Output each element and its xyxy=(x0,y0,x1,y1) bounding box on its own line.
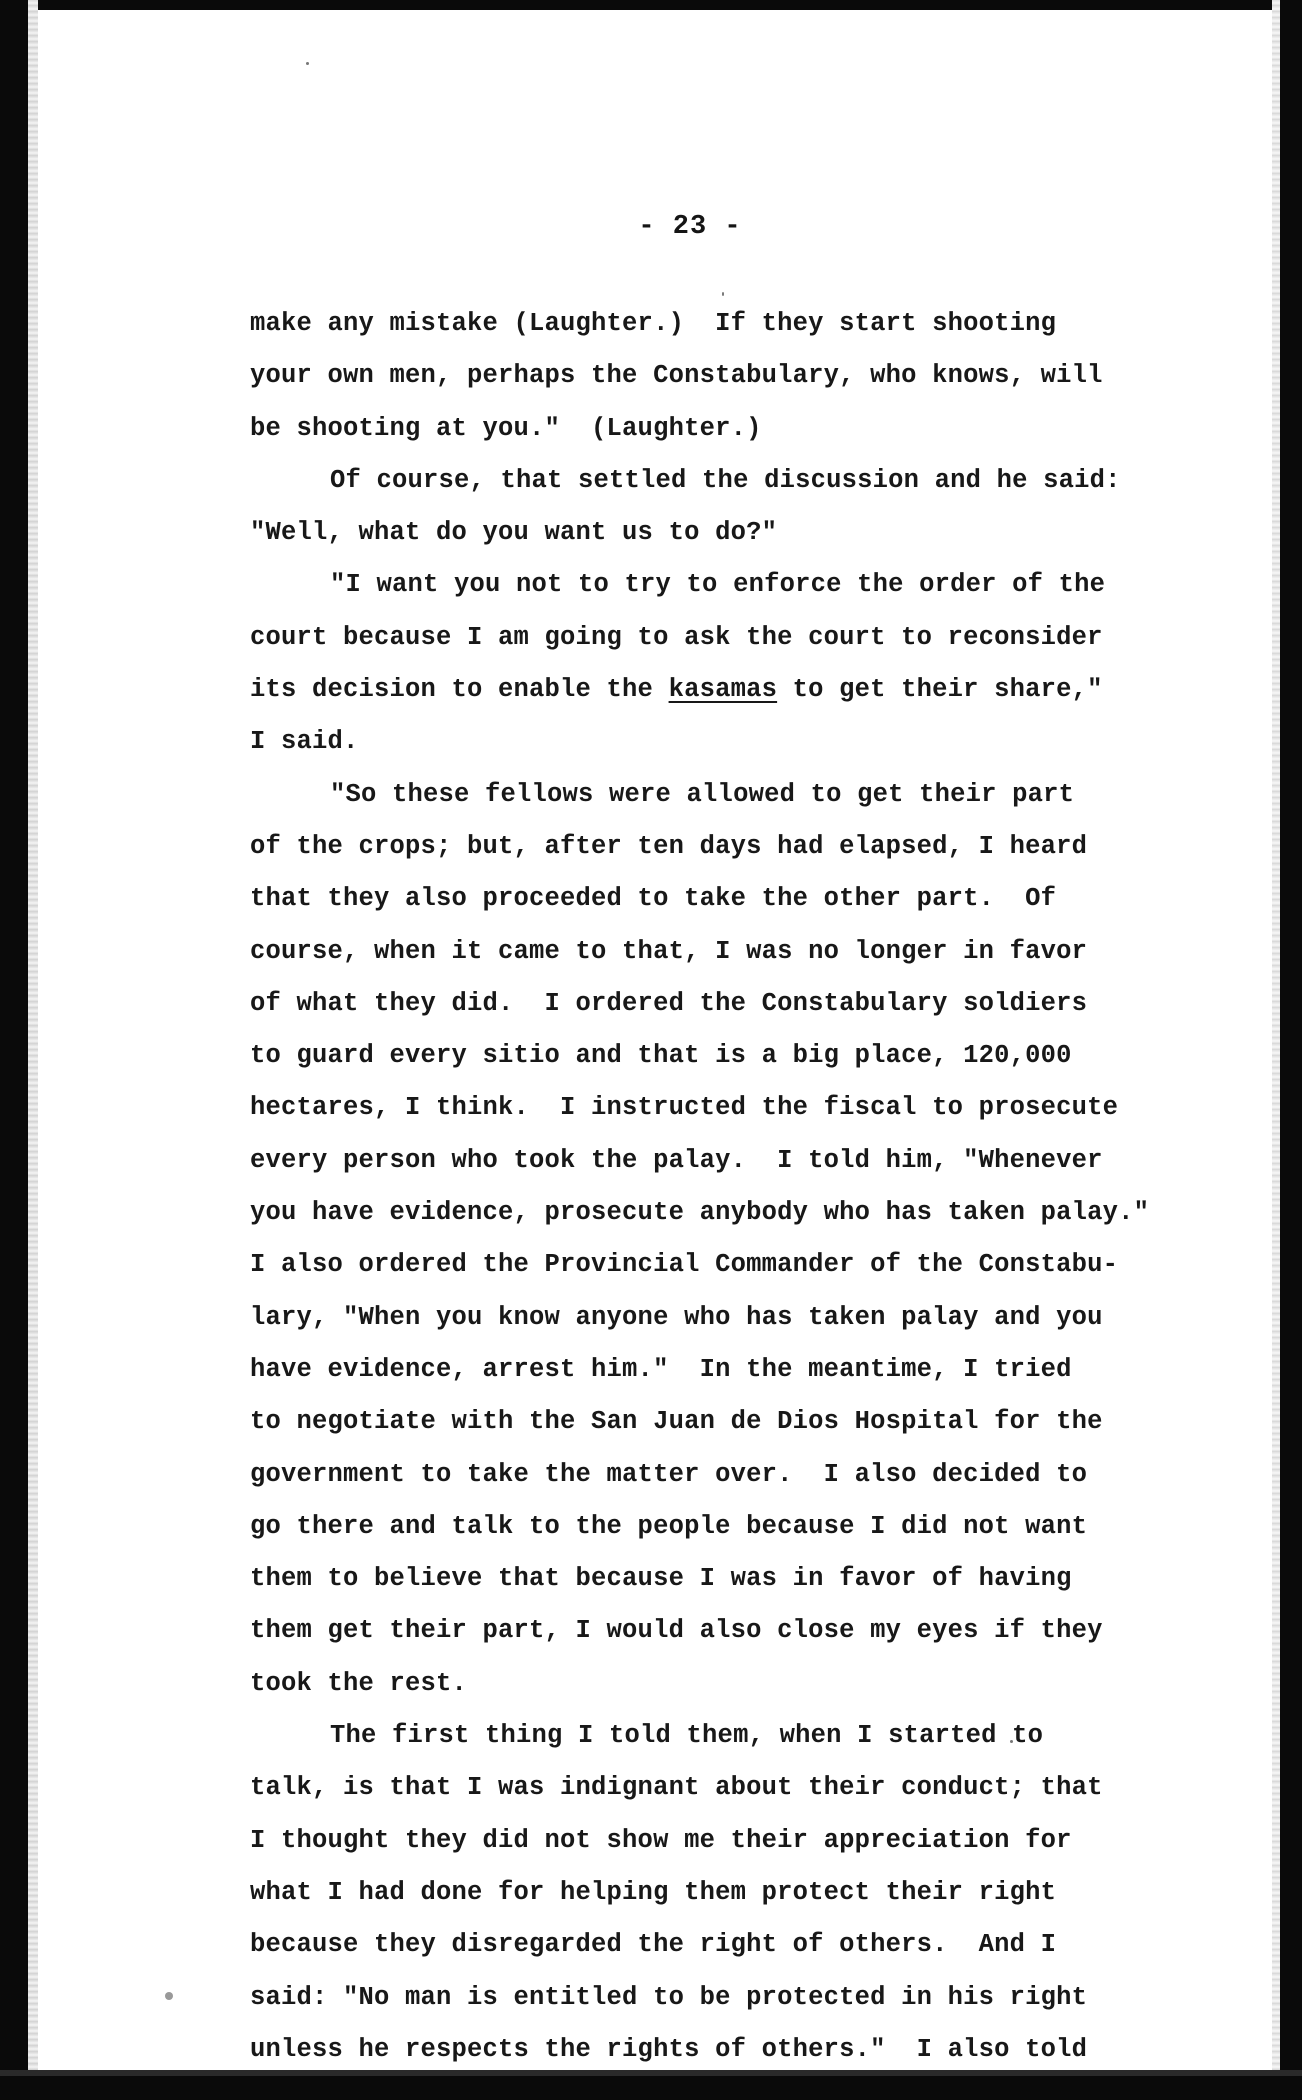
scan-speck xyxy=(306,62,309,65)
text-line: go there and talk to the people because I did not want xyxy=(250,1511,1088,1541)
text-line: "Well, what do you want us to do?" xyxy=(250,518,778,548)
paragraph-start-line: "I want you not to try to enforce the order of the xyxy=(330,570,1106,600)
text-line: every person who took the palay. I told him, "Whenever xyxy=(250,1145,1103,1175)
scan-speck xyxy=(722,292,724,296)
text-line: to negotiate with the San Juan de Dios Hospital for the xyxy=(250,1407,1103,1437)
text-line: course, when it came to that, I was no longer in favor xyxy=(250,936,1088,966)
text-line: have evidence, arrest him." In the meantime, I tried xyxy=(250,1354,1072,1384)
text-line: them get their part, I would also close my eyes if they xyxy=(250,1616,1103,1646)
text-line: hectares, I think. I instructed the fiscal to prosecute xyxy=(250,1093,1119,1123)
text-line: unless he respects the rights of others." I also told xyxy=(250,2034,1088,2064)
paragraph-start-line: Of course, that settled the discussion and he said: xyxy=(330,465,1121,495)
text-line: them to believe that because I was in favor of having xyxy=(250,1564,1072,1594)
paragraph-start-line: "So these fellows were allowed to get their part xyxy=(330,779,1075,809)
text-line: of what they did. I ordered the Constabulary soldiers xyxy=(250,988,1088,1018)
scan-border-bottom xyxy=(0,2076,1302,2100)
text-line: be shooting at you." (Laughter.) xyxy=(250,413,762,443)
text-line: I said. xyxy=(250,727,359,757)
text-line xyxy=(250,664,1170,716)
text-line: of the crops; but, after ten days had elapsed, I heard xyxy=(250,831,1088,861)
scan-border-left xyxy=(0,0,28,2100)
text-line: I also ordered the Provincial Commander of the Constabu- xyxy=(250,1250,1119,1280)
text-line: to guard every sitio and that is a big place, 120,000 xyxy=(250,1041,1072,1071)
scan-border-right-edge xyxy=(1272,0,1280,2100)
scan-border-left-edge xyxy=(28,0,38,2100)
paragraph-start-line: The first thing I told them, when I started to xyxy=(330,1721,1044,1751)
text-line: talk, is that I was indignant about their conduct; that xyxy=(250,1773,1103,1803)
scan-border-right xyxy=(1280,0,1302,2100)
underlined-term: kasamas xyxy=(668,675,778,705)
page-number: - 23 - xyxy=(638,212,742,242)
text-line: took the rest. xyxy=(250,1668,468,1698)
text-segment: its decision to enable the xyxy=(250,675,669,705)
scan-border-top xyxy=(0,0,1302,10)
text-line: your own men, perhaps the Constabulary, who knows, will xyxy=(250,361,1103,391)
text-line: what I had done for helping them protect their right xyxy=(250,1877,1057,1907)
scan-speck xyxy=(165,1992,173,2000)
text-line: you have evidence, prosecute anybody who has taken palay." xyxy=(250,1198,1150,1228)
text-line: lary, "When you know anyone who has taken palay and you xyxy=(250,1302,1103,1332)
text-line: that they also proceeded to take the other part. Of xyxy=(250,884,1057,914)
text-line: I thought they did not show me their appreciation for xyxy=(250,1825,1072,1855)
text-line: make any mistake (Laughter.) If they start shooting xyxy=(250,309,1057,338)
text-segment: to get their share," xyxy=(777,675,1103,705)
text-line: government to take the matter over. I also decided to xyxy=(250,1459,1088,1489)
text-line: court because I am going to ask the court to reconsider xyxy=(250,622,1103,652)
text-line: because they disregarded the right of others. And I xyxy=(250,1930,1057,1960)
typed-text xyxy=(250,298,1170,2076)
text-line: said: "No man is entitled to be protected in his right xyxy=(250,1982,1088,2012)
